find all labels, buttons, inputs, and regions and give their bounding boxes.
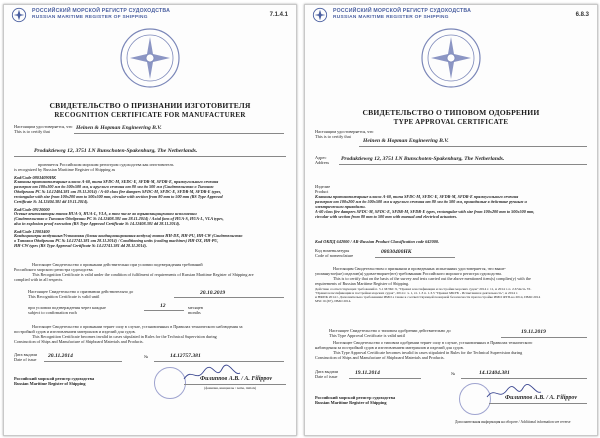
title-ru: СВИДЕТЕЛЬСТВО О ТИПОВОМ ОДОБРЕНИИ [362, 108, 540, 117]
invalidity-line: This Type Approval Certificate becomes invalid in cases stipulated in Rules for the Technical Supervision during [333, 349, 523, 355]
scope-item-3-line: Кондиционеры воздушные/Установки (блоки кондиционирования воздуха) типов HH-DX, HH-PU, HH-CW (Свидетельство [14, 234, 243, 238]
confirm-underline [144, 310, 184, 311]
confirm-unit-ru: месяцев [188, 305, 203, 310]
product-line: электрическим приводами. [315, 203, 366, 209]
scope-item-1-line: Одобрении РС № 14.12404.381 от 19.11.2014) / A-60 class fire dampers SFDC-M, SFDC-E, SFDR-M, SFDR-E types, [14, 188, 222, 194]
issue-date-underline [44, 361, 122, 362]
approval-statement [315, 267, 591, 309]
approval-line: Действие соответствующих требований п. 5.1 МЭКС 9, "Правил классификации и постройки морских судов" 2014 г. 11, и 2014 г. п. 2.6 Часть VI. [315, 286, 532, 291]
product-line: A-60 class fire dampers SFDC-M, SFDC-E, SFDR-M, SFDR-E types, rectangular with size from 100x200 mm to 500x500 mm, [315, 208, 535, 214]
invalidity-line: This Recognition Certificate becomes invalid in cases stipulated in Rules for the Technical Supervision during [32, 333, 217, 339]
signer-underline [184, 384, 286, 385]
header [32, 8, 170, 20]
approval-line: MSC 61(67), ИМО 2014. [315, 298, 352, 303]
invalidity-line: наблюдения за постройкой судов и изготовлением материалов и изделий для судов. [315, 344, 464, 350]
issue-date: 20.11.2014 [48, 353, 73, 359]
scope-item-2-line: (Свидетельство о Типовом Одобрении РС № 14.12408.381 от 28.11.2014) / Axial fans of HUA-S, HUA-L, VLA types, [14, 215, 224, 221]
scope-item-1 [14, 180, 290, 206]
valid-until-ru: Настоящее Свидетельство о признании действительно до [28, 289, 134, 294]
header-ru: РОССИЙСКИЙ МОРСКОЙ РЕГИСТР СУДОХОДСТВА [32, 8, 171, 14]
nomenclature-underline [375, 257, 455, 258]
approval-line: This is to certify that on the basis of the survey and tests carried out the above mentioned item(s) complies(y) with the [333, 275, 531, 281]
company-address: Produktieweg 12, 3751 LN Bunschoten-Spakenburg, The Netherlands. [341, 156, 505, 162]
issue-date-label-ru: Дата выдачи [315, 369, 338, 374]
number-underline [154, 361, 284, 362]
certificate-title [305, 108, 597, 126]
issue-date-label-ru: Дата выдачи [14, 352, 37, 357]
product-line: Клапаны противопожарные класса A-60, типа SFDC-M, SFDC-E, SFDR-M, SFDR-E прямоугольного сечения [315, 195, 519, 199]
product-description [315, 195, 591, 221]
valid-until-en: This Recognition Certificate is valid until [28, 294, 100, 299]
register-emblem-icon [119, 27, 181, 89]
validity-line: complied with in all respects. [14, 276, 64, 282]
register-name-ru: Российский морской регистр судоходства [14, 376, 95, 381]
approval-line: упомянутое(ые) изделие(я) удовлетворяет(ют) требованиям Российского морского регистра судоходства. [315, 270, 502, 276]
number-label: № [451, 371, 456, 376]
signer-name: Филиппов А.В. / A. Filippov [200, 376, 273, 382]
company-underline [74, 133, 284, 134]
scope-item-2-line: Осевые вентиляторы типов HUA-S, HUA-L, VLA, в том числе во взрывозащищенном исполнении [14, 212, 197, 216]
title-en: RECOGNITION CERTIFICATE FOR MANUFACTURER [54, 111, 246, 119]
certificate-number: 14.12404.381 [479, 370, 510, 376]
scope-item-1-line: rectangular with size from 100x200 mm to 500x500 mm, circular with section from 80 mm to 500 mm (RS Type Approval [14, 193, 223, 199]
invalidity-line: Настоящее Свидетельство о признании теряет силу в случае, установленных в Правилах технического наблюдения за [32, 325, 243, 329]
certificate-title [4, 101, 296, 119]
number-label: № [144, 354, 149, 359]
certificate-number: 14.12757.381 [170, 353, 201, 359]
approval-line: и НФПК 2014 г. Дополнительно требованиям ИМО а также к соответствующей пожарной безопасности при постройке ИМО ФТП-ко 2014, ИМО 2014 [315, 294, 541, 299]
number-underline [461, 378, 587, 379]
recognized-en: is recognized by Russian Maritime Register of Shipping as [14, 167, 116, 172]
title-ru: СВИДЕТЕЛЬСТВО О ПРИЗНАНИИ ИЗГОТОВИТЕЛЯ [49, 101, 251, 110]
certify-ru: Настоящим удостоверяется, что [14, 124, 73, 129]
type-approval-certificate-page [304, 4, 598, 436]
certify-en: This is to certify that [14, 129, 50, 134]
product-line: размером от 100х200 мм до 500х500 мм и круглого сечения от 80 мм до 500 мм, приводимые в действие ручным и [315, 198, 527, 204]
valid-until-underline [174, 297, 284, 298]
recognized-ru: признается Российским морским регистром судоходства как изготовитель [38, 162, 174, 167]
valid-until-ru: Настоящее Свидетельство о типовом одобрении действительно до [329, 328, 451, 333]
validity-line: This Recognition Certificate is valid under the condition of fulfilment of requirements of Russian Maritime Register of Shipping are [32, 271, 254, 277]
issue-date-underline [349, 378, 421, 379]
confirm-unit-en: months [188, 310, 201, 315]
classification-code: Kod OKПД 642000 / AR-Russian Product Classification code 642000. [315, 239, 440, 244]
code-3: Kod/Code 12003400 [14, 229, 50, 234]
confirm-ru: при условии подтверждения через каждые [28, 305, 106, 310]
scope-item-3 [14, 234, 290, 250]
nomenclature-code: 08030400НК [381, 249, 412, 255]
nomenclature-label-ru: Код номенклатуры [315, 248, 350, 253]
scope-item-1-line: Клапаны противопожарные класса A-60, типа SFDC-M, SEDC-E, SFDR-M, SFDR-E, прямоугольного сечения [14, 180, 219, 184]
scope-item-2 [14, 212, 290, 228]
header-ru: РОССИЙСКИЙ МОРСКОЙ РЕГИСТР СУДОХОДСТВА [333, 8, 472, 14]
issue-date-label-en: Date of issue [14, 357, 37, 362]
issue-date-label-en: Date of issue [315, 374, 338, 379]
certify-en: This is to certify that [315, 134, 351, 139]
invalidity-line: Construction of Ships and Manufacture of Shipboard Materials and Products. [315, 354, 445, 360]
invalidity-line: постройкой судов и изготовлением материалов и изделий для судов. [14, 328, 136, 334]
product-line: circular with section from 80 mm to 500 mm with manual and electrical actuators. [315, 213, 458, 219]
scope-item-3-line: HH-CW types (RS Type Approval Certificate № 14.12741.381 dd 28.11.2014). [14, 242, 148, 248]
invalidity-line: Construction of Ships and Manufacture of Shipboard Materials and Products. [14, 338, 144, 344]
scope-item-1-line: Certificate № 14.12404.381 dd 19.11.2014). [14, 198, 89, 204]
approval-line: requirements of Russian Maritime Register of Shipping. [315, 280, 410, 286]
issue-date: 19.11.2014 [355, 370, 380, 376]
signer-name: Филиппов А.В. / A. Filippov [505, 395, 578, 401]
signer-caption: (фамилия, инициалы / name, initials) [204, 386, 257, 390]
title-en: TYPE APPROVAL CERTIFICATE [393, 118, 509, 126]
valid-until-underline [501, 337, 587, 338]
header [333, 8, 471, 20]
form-code: 6.8.3 [575, 12, 589, 18]
company-address: Produktieweg 12, 3751 LN Bunschoten-Spakenburg, The Netherlands. [34, 148, 198, 154]
product-label-ru: Изделие [315, 184, 331, 189]
code-2: Kod/Code 09120000 [14, 207, 50, 212]
reverse-note: Дополнительная информация на обороте / Additional information see reverse [455, 420, 571, 424]
validity-line: Настоящее Свидетельство о признании действительно при условии подтверждения требований [32, 263, 203, 267]
product-label-en: Product [315, 189, 329, 194]
signer-underline [489, 403, 587, 404]
company-name: Heinen & Hopman Engineering B.V. [363, 138, 449, 144]
nomenclature-label-en: Code of nomenclature [315, 253, 354, 258]
register-emblem-icon [420, 27, 482, 89]
confirm-interval: 12 [160, 303, 166, 309]
validity-line: Российского морского регистра судоходства. [14, 266, 94, 272]
address-underline [14, 156, 286, 157]
address-label-en: Address [315, 160, 330, 165]
register-name-en: Russian Maritime Register of Shipping [315, 400, 387, 405]
header-en: RUSSIAN MARITIME REGISTER OF SHIPPING [333, 15, 449, 20]
invalidity-line: Настоящее Свидетельство о типовом одобрении теряет силу в случае, установленных в Правилах технического [333, 341, 533, 345]
register-logo-icon [10, 7, 28, 23]
certify-ru: Настоящим удостоверяется, что [315, 129, 374, 134]
address-underline [339, 164, 587, 165]
validity-condition [14, 263, 290, 285]
invalidity-condition [315, 341, 591, 363]
company-underline [359, 146, 587, 147]
approval-line: Настоящим Свидетельством о признании и проведенных испытаниях удостоверяется, что выше- [333, 267, 506, 271]
valid-until-date: 20.10.2019 [200, 290, 226, 296]
register-name-en: Russian Maritime Register of Shipping [14, 381, 86, 386]
header-en: RUSSIAN MARITIME REGISTER OF SHIPPING [32, 15, 148, 20]
valid-until-date: 19.11.2019 [521, 329, 546, 335]
form-code: 7.1.4.1 [269, 12, 288, 18]
confirm-en: subject to confirmation each [28, 310, 77, 315]
address-label-ru: Адрес [315, 155, 327, 160]
register-name-ru: Российский морской регистр судоходства [315, 395, 396, 400]
scope-item-3-line: о Типовом Одобрении РС № 14.12741.381 от 28.11.2014) / Conditioning units (cooling machines) HH-DX, HH-PU, [14, 237, 219, 243]
scope-item-1-line: размером от 100х100 мм до 500х500 мм, и круглого сечения от 80 мм до 500 мм (Свидетельство о Типовом [14, 183, 214, 189]
scope-item-2-line: also in explosion proof execution (RS Type Approval Certificate № 14.12408.381 dd 28.11.2014). [14, 220, 181, 226]
code-1: Kod/Code 08034090НК [14, 175, 56, 180]
register-logo-icon [311, 7, 329, 23]
recognition-certificate-page [3, 4, 297, 436]
approval-line: "Правил классификации и постройки морских судов", 2014 г. ч. 1, гл. 1.3 п. 1.3.5 "Правил МКУБ - Испытания и деятельность", и 2014 г. [315, 290, 518, 295]
invalidity-condition [14, 325, 290, 347]
company-name: Heinen & Hopman Engineering B.V. [76, 125, 162, 131]
valid-until-en: This Type Approval Certificate is valid until [329, 333, 405, 338]
